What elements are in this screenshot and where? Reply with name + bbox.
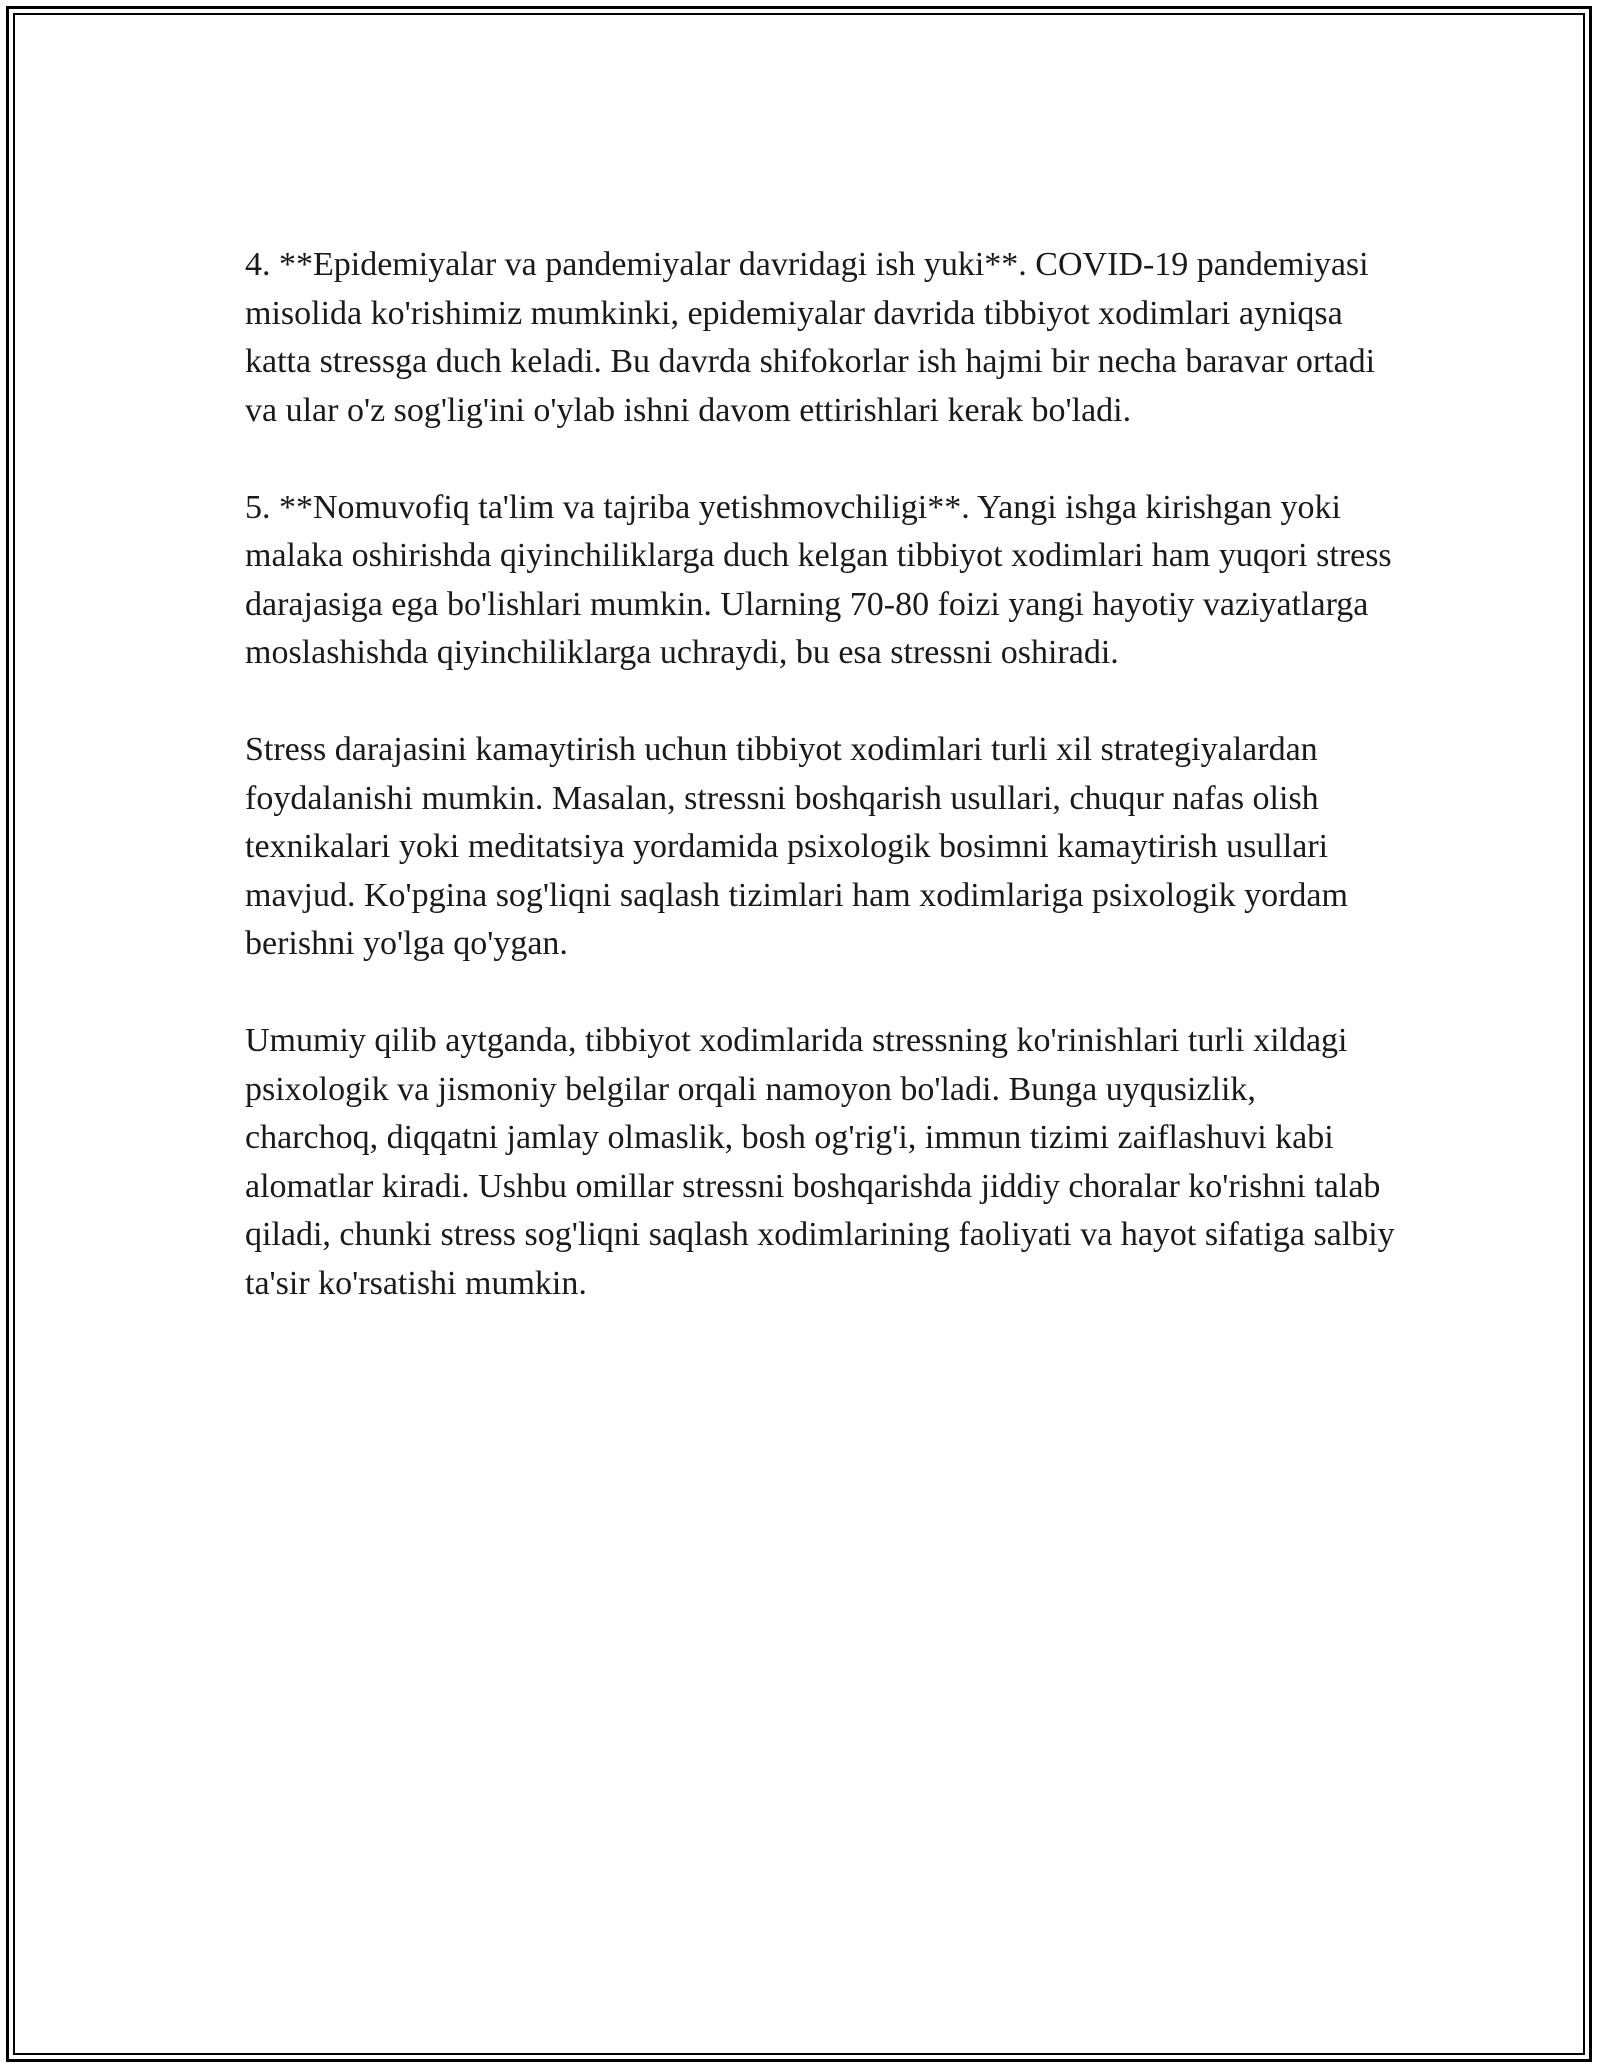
paragraph-summary: Umumiy qilib aytganda, tibbiyot xodimlarida stressning ko'rinishlari turli xildagi psixologik va jismoniy belgilar orqali namoyon bo'ladi. Bunga uyqusizlik, charchoq, diqqatni jamlay olmaslik, bosh og'rig'i, immun tizimi zaiflashuvi kabi alomatlar kiradi. Ushbu omillar stressni boshqarishda jiddiy choralar ko'rishni talab qiladi, chunki stress sog'liqni saqlash xodimlarining faoliyati va hayot sifatiga salbiy ta'sir ko'rsatishi mumkin. (245, 1022, 1395, 1302)
paragraph-epidemic-workload: 4. **Epidemiyalar va pandemiyalar davridagi ish yuki**. COVID-19 pandemiyasi misolida ko'rishimiz mumkinki, epidemiyalar davrida tibbiyot xodimlari ayniqsa katta stressga duch keladi. Bu davrda shifokorlar ish hajmi bir necha baravar ortadi va ular o'z sog'lig'ini o'ylab ishni davom ettirishlari kerak bo'ladi. (245, 246, 1376, 429)
document-body (245, 241, 1395, 1357)
paragraph-stress-strategies: Stress darajasini kamaytirish uchun tibbiyot xodimlari turli xil strategiyalardan foydalanishi mumkin. Masalan, stressni boshqarish usullari, chuqur nafas olish texnikalari yoki meditatsiya yordamida psixologik bosimni kamaytirish usullari mavjud. Ko'pgina sog'liqni saqlash tizimlari ham xodimlariga psixologik yordam berishni yo'lga qo'ygan. (245, 731, 1348, 962)
page-frame (6, 6, 1592, 2062)
paragraph-training-experience: 5. **Nomuvofiq ta'lim va tajriba yetishmovchiligi**. Yangi ishga kirishgan yoki malaka oshirishda qiyinchiliklarga duch kelgan tibbiyot xodimlari ham yuqori stress darajasiga ega bo'lishlari mumkin. Ularning 70-80 foizi yangi hayotiy vaziyatlarga moslashishda qiyinchiliklarga uchraydi, bu esa stressni oshiradi. (245, 488, 1392, 671)
